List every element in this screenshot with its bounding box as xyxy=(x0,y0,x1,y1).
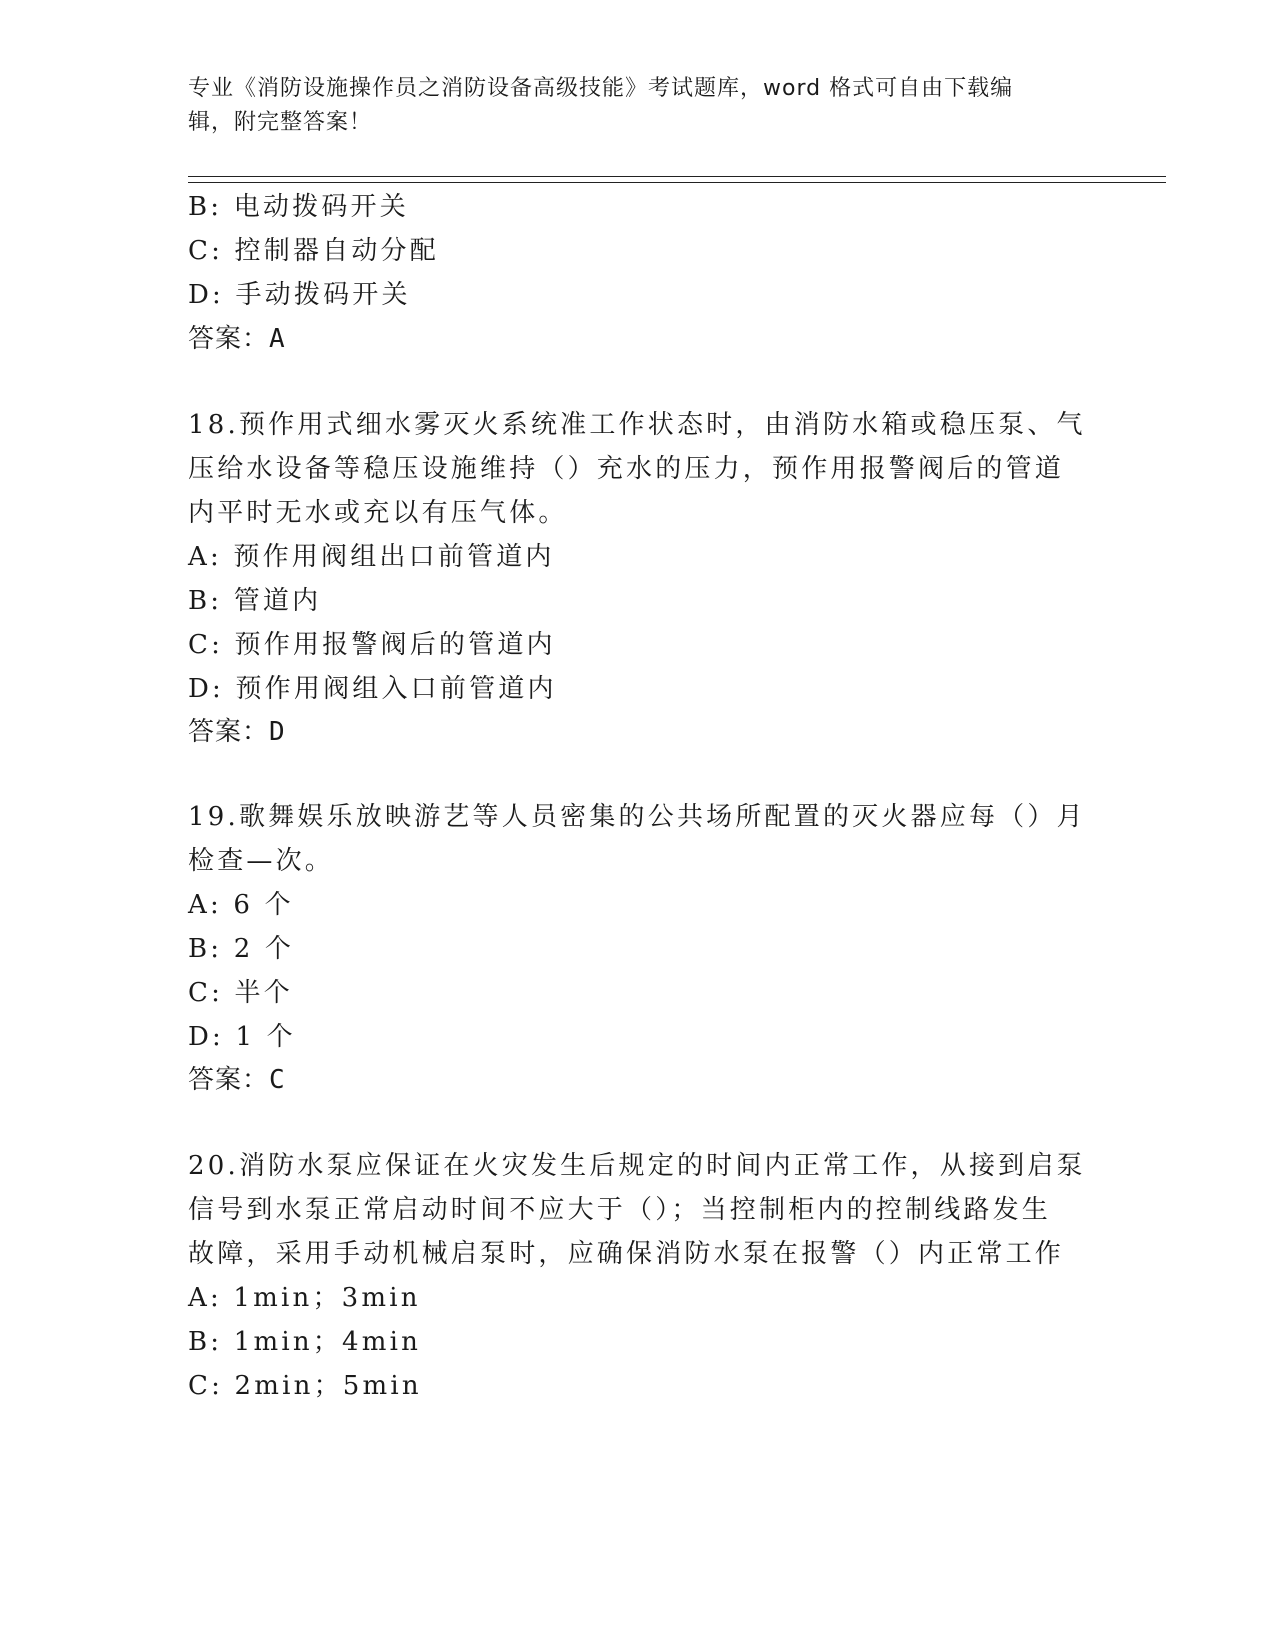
header-divider-top xyxy=(188,176,1166,177)
q20-text-line-3: 故障，采用手动机械启泵时，应确保消防水泵在报警（）内正常工作 xyxy=(188,1239,1065,1269)
q18-option-a: A: 预作用阀组出口前管道内 xyxy=(188,542,555,572)
q20-option-b: B: 1min；4min xyxy=(188,1327,422,1357)
header-divider-bottom xyxy=(188,182,1166,183)
q19-option-a: A: 6 个 xyxy=(188,890,294,920)
q18-text-line-2: 压给水设备等稳压设施维持（）充水的压力，预作用报警阀后的管道 xyxy=(188,454,1065,484)
q17-option-d: D: 手动拨码开关 xyxy=(188,280,411,310)
q18-text-line-1: 18.预作用式细水雾灭火系统准工作状态时，由消防水箱或稳压泵、气 xyxy=(188,410,1086,440)
q19-option-b: B: 2 个 xyxy=(188,934,295,964)
q19-option-d: D: 1 个 xyxy=(188,1022,296,1052)
q20-text-line-2: 信号到水泵正常启动时间不应大于（）；当控制柜内的控制线路发生 xyxy=(188,1195,1052,1225)
q18-answer xyxy=(188,711,286,748)
q18-option-d: D: 预作用阀组入口前管道内 xyxy=(188,674,557,704)
q19-text-line-2: 检查—次。 xyxy=(188,846,335,876)
q19-answer xyxy=(188,1059,286,1096)
q18-option-c: C: 预作用报警阀后的管道内 xyxy=(188,630,556,660)
q19-text-line-1: 19.歌舞娱乐放映游艺等人员密集的公共场所配置的灭火器应每（）月 xyxy=(188,802,1086,832)
header-line-1: 专业《消防设施操作员之消防设备高级技能》考试题库，word 格式可自由下载编 xyxy=(188,76,1014,101)
q17-option-c: C: 控制器自动分配 xyxy=(188,236,439,266)
q20-option-a: A: 1min；3min xyxy=(188,1283,421,1313)
q18-option-b: B: 管道内 xyxy=(188,586,322,616)
q19-option-c: C: 半个 xyxy=(188,978,293,1008)
q17-answer-value: A xyxy=(269,324,286,354)
q18-answer-value: D xyxy=(269,717,286,747)
q19-answer-value: C xyxy=(269,1065,286,1095)
q18-answer-label: 答案： xyxy=(188,717,270,747)
q17-answer xyxy=(188,318,286,355)
q17-option-b: B: 电动拨码开关 xyxy=(188,192,409,222)
document-header xyxy=(188,72,1068,140)
q17-answer-label: 答案： xyxy=(188,324,270,354)
header-line-2: 辑，附完整答案！ xyxy=(188,110,373,135)
q18-text-line-3: 内平时无水或充以有压气体。 xyxy=(188,498,568,528)
q20-text-line-1: 20.消防水泵应保证在火灾发生后规定的时间内正常工作，从接到启泵 xyxy=(188,1151,1086,1181)
q19-answer-label: 答案： xyxy=(188,1065,270,1095)
q20-option-c: C: 2min；5min xyxy=(188,1371,422,1401)
